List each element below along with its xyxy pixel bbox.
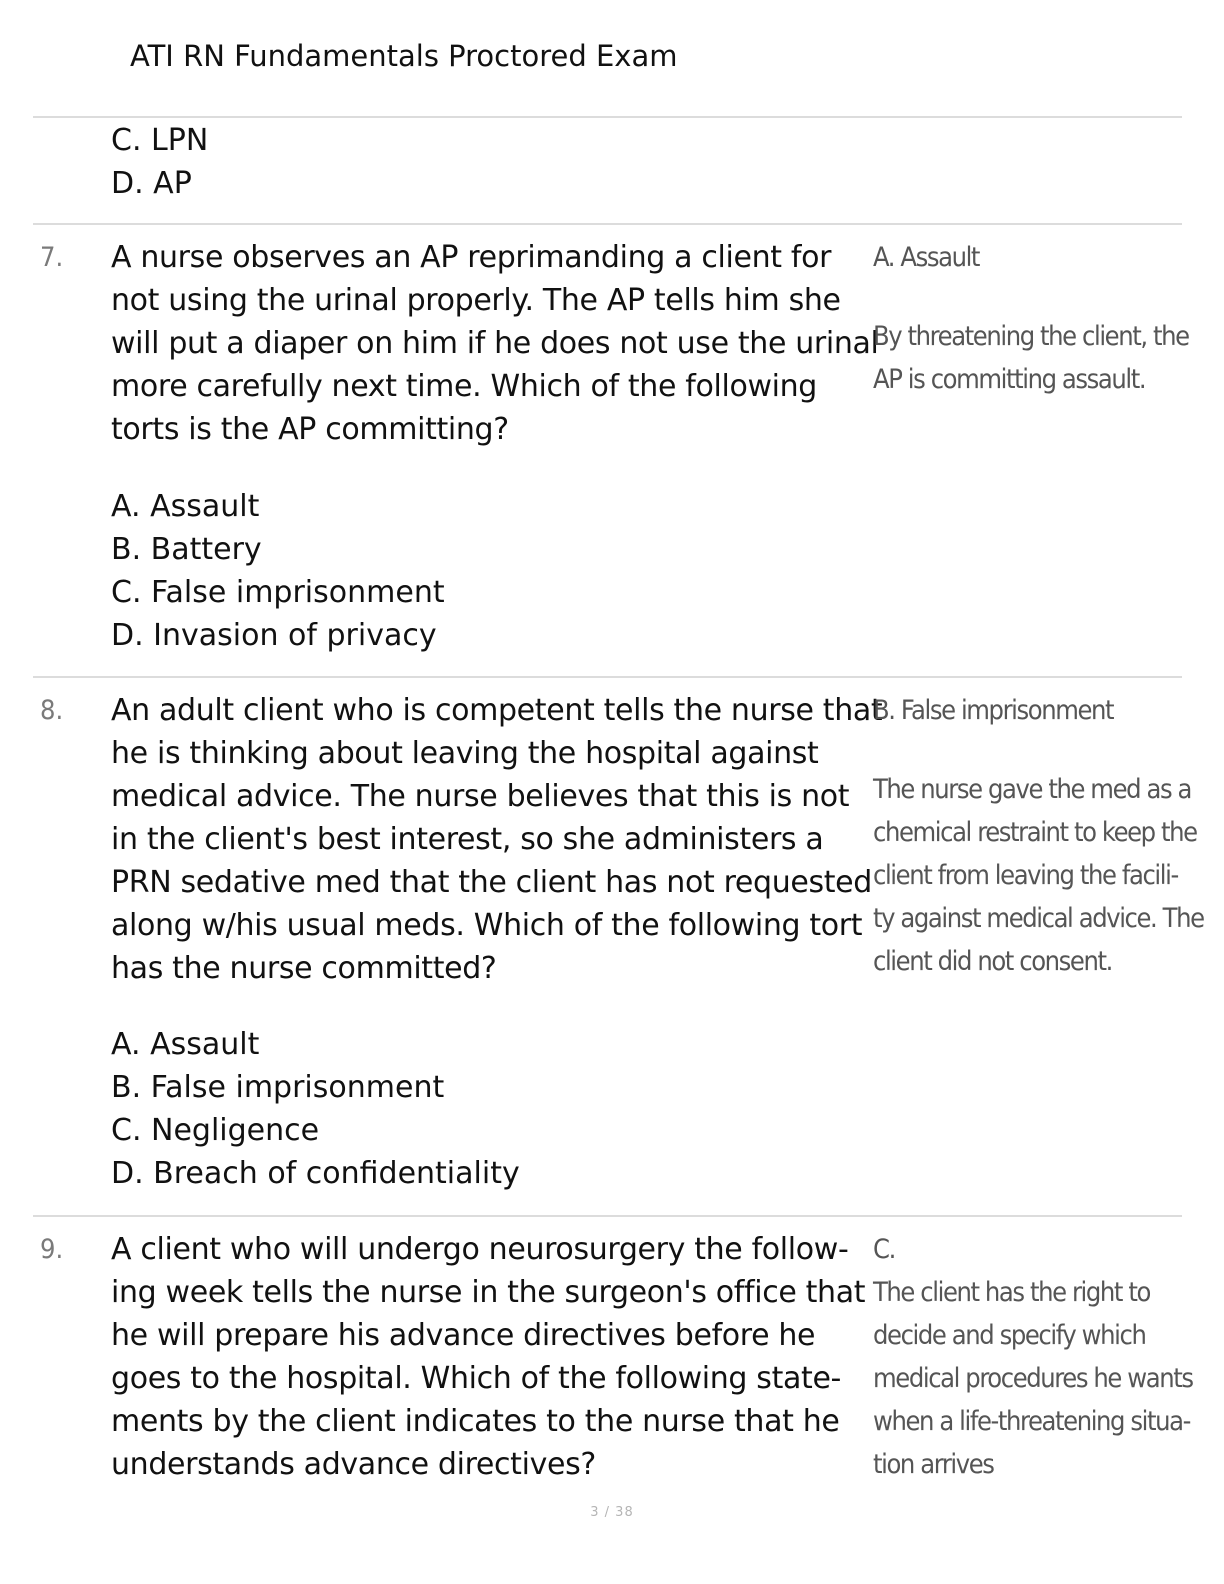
- rationale-line: By threatening the client, the: [873, 321, 1189, 352]
- option: B. False imprisonment: [111, 1070, 445, 1105]
- option: B. Battery: [111, 532, 262, 567]
- page-number: 3 / 38: [590, 1505, 634, 1520]
- answer: B. False imprisonment: [873, 695, 1114, 726]
- rationale: [873, 1271, 1193, 1486]
- question-line: A client who will undergo neurosurgery the follow-: [111, 1232, 849, 1267]
- rationale-line: The client has the right to: [873, 1277, 1150, 1308]
- question-line: more carefully next time. Which of the following: [111, 369, 817, 404]
- rationale-line: ty against medical advice. The: [873, 903, 1204, 934]
- question-line: understands advance directives?: [111, 1447, 596, 1482]
- divider: [33, 116, 1182, 118]
- question-line: not using the urinal properly. The AP tells him she: [111, 283, 841, 318]
- question-line: has the nurse committed?: [111, 951, 497, 986]
- question-line: he will prepare his advance directives before he: [111, 1318, 816, 1353]
- question-text: [111, 689, 883, 990]
- rationale-line: AP is committing assault.: [873, 364, 1146, 395]
- answer: C.: [873, 1234, 895, 1265]
- rationale: [873, 315, 1193, 401]
- rationale-line: when a life-threatening situa-: [873, 1406, 1190, 1437]
- question-number: 9.: [40, 1234, 64, 1265]
- option: D. Invasion of privacy: [111, 618, 437, 653]
- option: D. Breach of confidentiality: [111, 1156, 520, 1191]
- rationale-line: tion arrives: [873, 1449, 994, 1480]
- question-line: in the client's best interest, so she administers a: [111, 822, 824, 857]
- question-text: [111, 1228, 868, 1486]
- question-line: torts is the AP committing?: [111, 412, 509, 447]
- option: C. Negligence: [111, 1113, 320, 1148]
- question-line: along w/his usual meds. Which of the following tort: [111, 908, 863, 943]
- continued-options: [111, 119, 851, 205]
- divider: [33, 223, 1182, 225]
- question-line: ing week tells the nurse in the surgeon's office that: [111, 1275, 866, 1310]
- answer: A. Assault: [873, 242, 980, 273]
- option: C. LPN: [111, 123, 209, 158]
- option: A. Assault: [111, 489, 260, 524]
- answer-options: [111, 1023, 851, 1195]
- question-number: 7.: [40, 242, 64, 273]
- option: A. Assault: [111, 1027, 260, 1062]
- answer-options: [111, 485, 851, 657]
- question-line: A nurse observes an AP reprimanding a client for: [111, 240, 832, 275]
- option: C. False imprisonment: [111, 575, 445, 610]
- option: D. AP: [111, 166, 192, 201]
- question-line: goes to the hospital. Which of the following state-: [111, 1361, 842, 1396]
- rationale-line: The nurse gave the med as a: [873, 774, 1191, 805]
- question-text: [111, 236, 879, 451]
- rationale-line: client did not consent.: [873, 946, 1112, 977]
- rationale-line: chemical restraint to keep the: [873, 817, 1197, 848]
- rationale: [873, 768, 1204, 983]
- divider: [33, 1215, 1182, 1217]
- rationale-line: medical procedures he wants: [873, 1363, 1193, 1394]
- question-number: 8.: [40, 695, 64, 726]
- question-line: An adult client who is competent tells the nurse that: [111, 693, 883, 728]
- question-line: will put a diaper on him if he does not use the urinal: [111, 326, 879, 361]
- question-line: PRN sedative med that the client has not requested: [111, 865, 872, 900]
- page-header-title: ATI RN Fundamentals Proctored Exam: [130, 39, 678, 73]
- divider: [33, 676, 1182, 678]
- question-line: medical advice. The nurse believes that this is not: [111, 779, 850, 814]
- rationale-line: decide and specify which: [873, 1320, 1146, 1351]
- rationale-line: client from leaving the facili-: [873, 860, 1178, 891]
- question-line: ments by the client indicates to the nurse that he: [111, 1404, 840, 1439]
- question-line: he is thinking about leaving the hospital against: [111, 736, 819, 771]
